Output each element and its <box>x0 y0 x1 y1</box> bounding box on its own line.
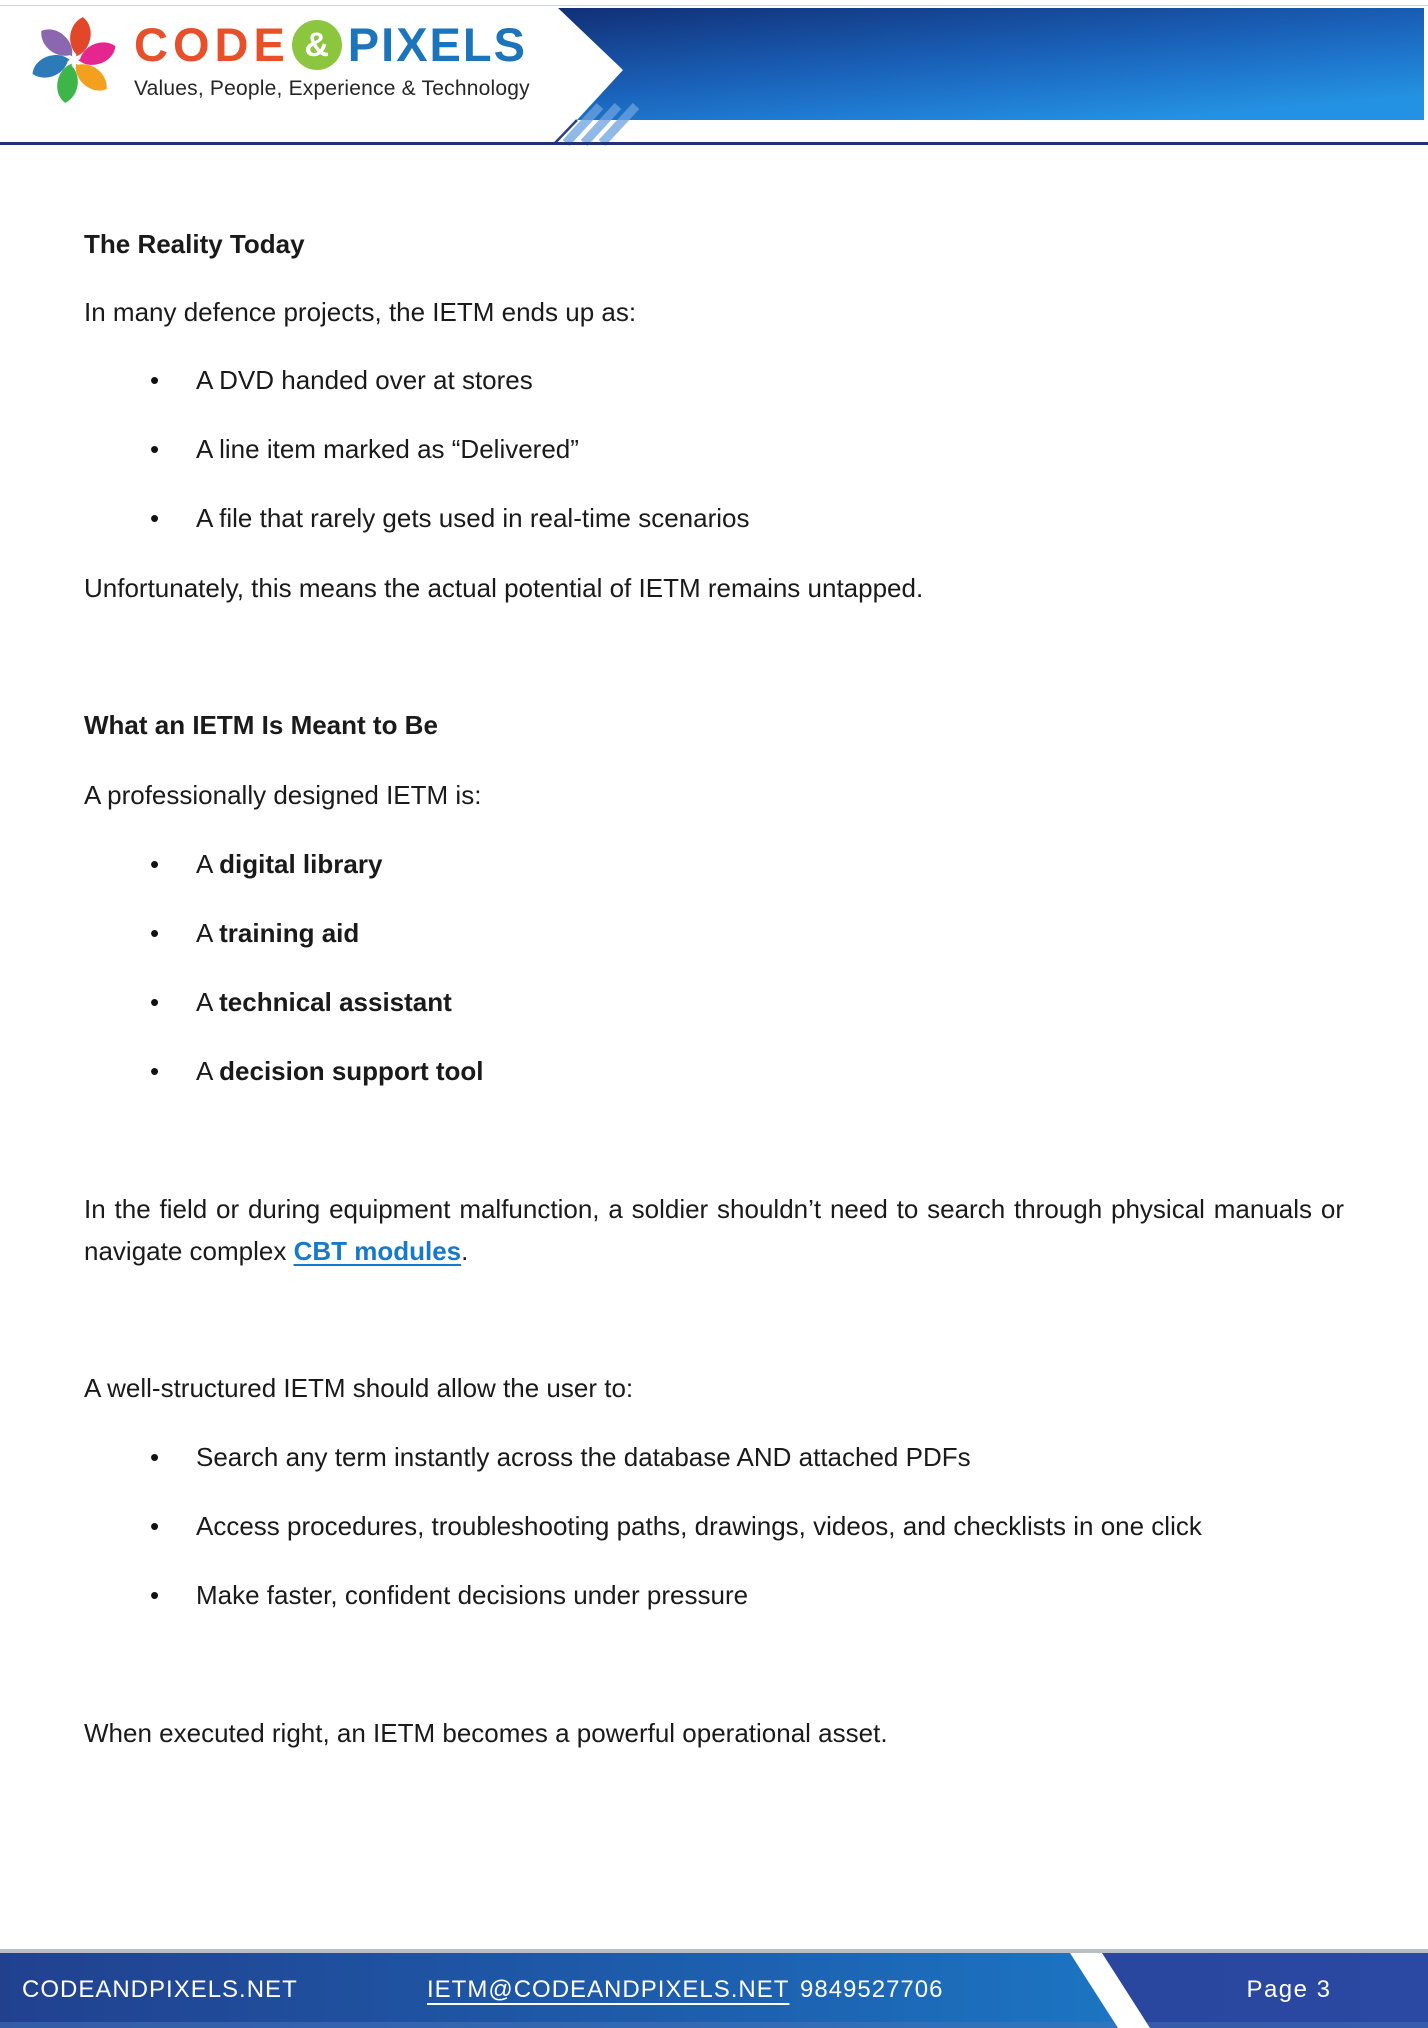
list-item-bold-text: digital library <box>219 849 383 879</box>
paragraph-field-scenario <box>84 1188 1344 1272</box>
banner-stripes-icon <box>566 106 636 143</box>
list-item-prefix: A <box>196 849 220 879</box>
paragraph-closing: When executed right, an IETM becomes a powerful operational asset. <box>84 1718 888 1748</box>
brand-ampersand-icon: & <box>292 20 342 70</box>
list-item <box>84 914 1344 953</box>
paragraph-text-before-link: In the field or during equipment malfunction, a soldier shouldn’t need to search through physical manuals or navigate complex <box>84 1194 1344 1266</box>
header-banner-graphic <box>540 0 1428 150</box>
footer <box>0 1949 1428 2028</box>
list-item: • Access procedures, troubleshooting paths, drawings, videos, and checklists in one click <box>84 1507 1344 1546</box>
paragraph-text-after-link: . <box>461 1236 469 1266</box>
brand-name-code: CODE <box>134 18 290 71</box>
list-item-prefix: A <box>196 987 220 1017</box>
list-item-prefix: A <box>196 1056 220 1086</box>
paragraph-well-structured-intro: A well-structured IETM should allow the user to: <box>84 1373 634 1403</box>
header-rule-line <box>0 142 1428 145</box>
heading-ietm-meant: What an IETM Is Meant to Be <box>84 710 438 740</box>
pinwheel-icon <box>26 10 122 110</box>
list-item: • Search any term instantly across the database AND attached PDFs <box>84 1438 1344 1477</box>
list-item: • A DVD handed over at stores <box>84 361 1344 400</box>
list-item <box>84 983 1344 1022</box>
footer-phone: 9849527706 <box>800 1976 944 2003</box>
list-item: • A file that rarely gets used in real-time scenarios <box>84 499 1344 538</box>
paragraph-reality-conclusion: Unfortunately, this means the actual potential of IETM remains untapped. <box>84 573 924 603</box>
brand-name-pixels: PIXELS <box>347 18 527 71</box>
document-body <box>0 146 1428 1753</box>
header <box>0 0 1428 146</box>
list-item-bold-text: training aid <box>219 918 360 948</box>
brand-logo <box>26 10 530 110</box>
footer-bar <box>0 1953 1428 2028</box>
list-item: • A line item marked as “Delivered” <box>84 430 1344 469</box>
list-item <box>84 1052 1344 1091</box>
paragraph-meant-intro: A professionally designed IETM is: <box>84 780 482 810</box>
list-item-prefix: A <box>196 918 220 948</box>
brand-tagline: Values, People, Experience & Technology <box>134 76 530 100</box>
list-item-bold-text: decision support tool <box>219 1056 484 1086</box>
heading-reality-today: The Reality Today <box>84 229 305 259</box>
footer-page-number: Page 3 <box>1246 1976 1332 2003</box>
footer-email-link[interactable]: IETM@CODEANDPIXELS.NET <box>427 1976 790 2003</box>
banner-shape <box>558 8 1424 120</box>
list-item: • Make faster, confident decisions under pressure <box>84 1576 1344 1615</box>
footer-website: CODEANDPIXELS.NET <box>22 1976 298 2003</box>
list-item-bold-text: technical assistant <box>219 987 452 1017</box>
paragraph-reality-intro: In many defence projects, the IETM ends up as: <box>84 297 637 327</box>
list-item <box>84 845 1344 884</box>
cbt-modules-link[interactable]: CBT modules <box>293 1236 462 1266</box>
